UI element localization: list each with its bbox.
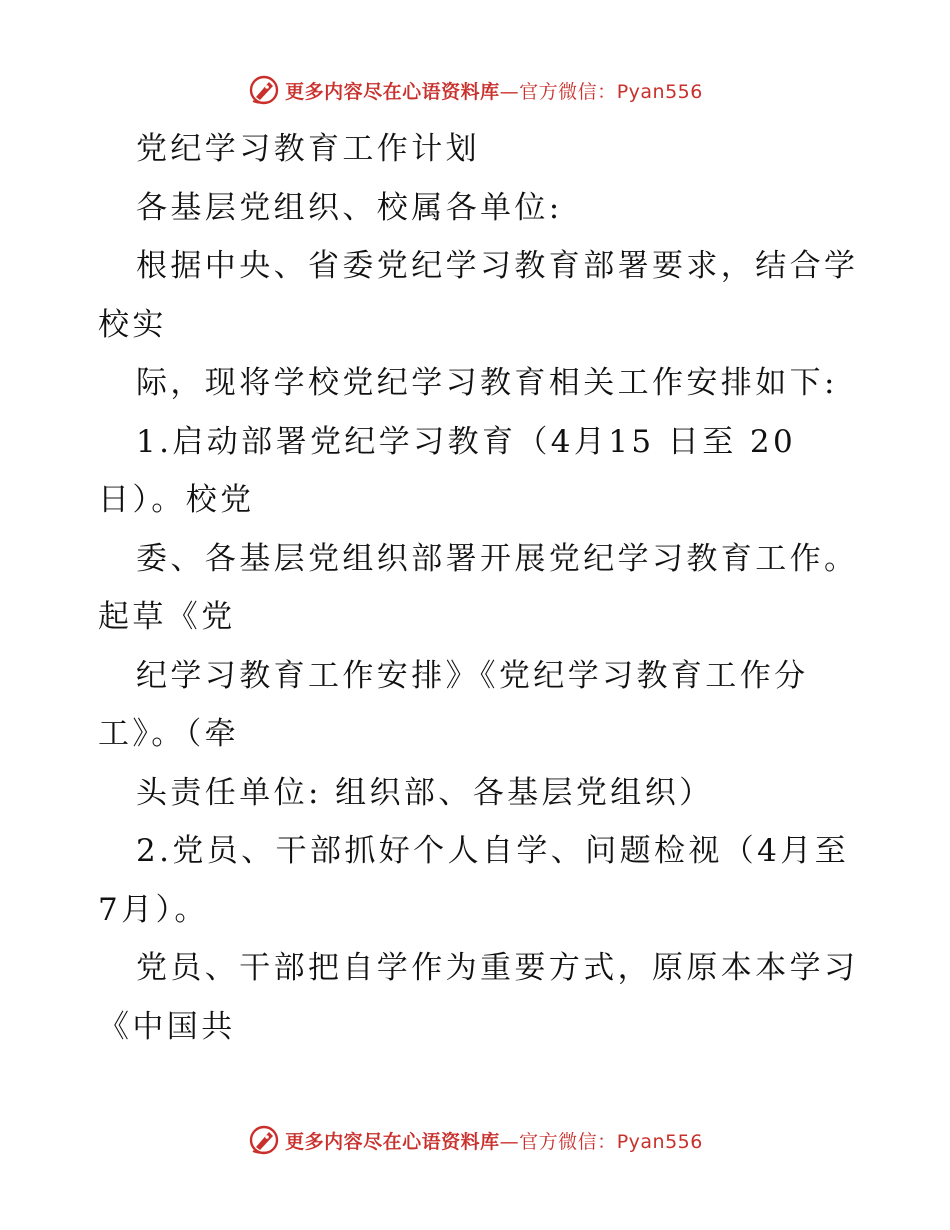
document-line: 2.党员、干部抓好个人自学、问题检视（4月至: [136, 833, 850, 869]
document-line: 根据中央、省委党纪学习教育部署要求，结合学: [136, 248, 858, 284]
document-line: 7月）。: [98, 891, 209, 928]
banner-brand: 更多内容尽在心语资料库: [285, 80, 500, 103]
document-line: 纪学习教育工作安排》《党纪学习教育工作分: [136, 657, 809, 694]
banner-separator: —: [499, 80, 520, 103]
banner-label: 官方微信：: [519, 1130, 617, 1153]
document-line: 1.启动部署党纪学习教育（4月15 日至 20: [136, 423, 797, 460]
document-line: 起草《党: [98, 599, 236, 635]
document-line: 《中国共: [98, 1008, 236, 1045]
pen-nib-logo-icon: [247, 1123, 281, 1157]
document-line: 头责任单位: 组织部、各基层党组织）: [136, 774, 714, 811]
document-line: 校实: [98, 306, 167, 343]
document-body: [98, 120, 858, 1056]
banner-text: [285, 77, 703, 104]
document-line: 委、各基层党组织部署开展党纪学习教育工作。: [136, 540, 858, 577]
banner-separator: —: [499, 1130, 520, 1153]
document-line: 党员、干部把自学作为重要方式，原原本本学习: [136, 950, 858, 986]
document-line: 际，现将学校党纪学习教育相关工作安排如下:: [136, 365, 838, 401]
banner-handle: Pyan556: [616, 1130, 703, 1153]
document-line: 日）。校党: [98, 482, 255, 518]
document-line: 工》。（牵: [98, 716, 239, 752]
banner-label: 官方微信：: [519, 80, 617, 103]
banner-text: [285, 1127, 703, 1154]
header-banner: [0, 70, 950, 110]
banner-brand: 更多内容尽在心语资料库: [285, 1130, 500, 1153]
footer-banner: [0, 1120, 950, 1160]
document-line: 各基层党组织、校属各单位:: [136, 189, 563, 226]
banner-handle: Pyan556: [616, 80, 703, 103]
document-line: 党纪学习教育工作计划: [136, 131, 480, 167]
pen-nib-logo-icon: [247, 73, 281, 107]
